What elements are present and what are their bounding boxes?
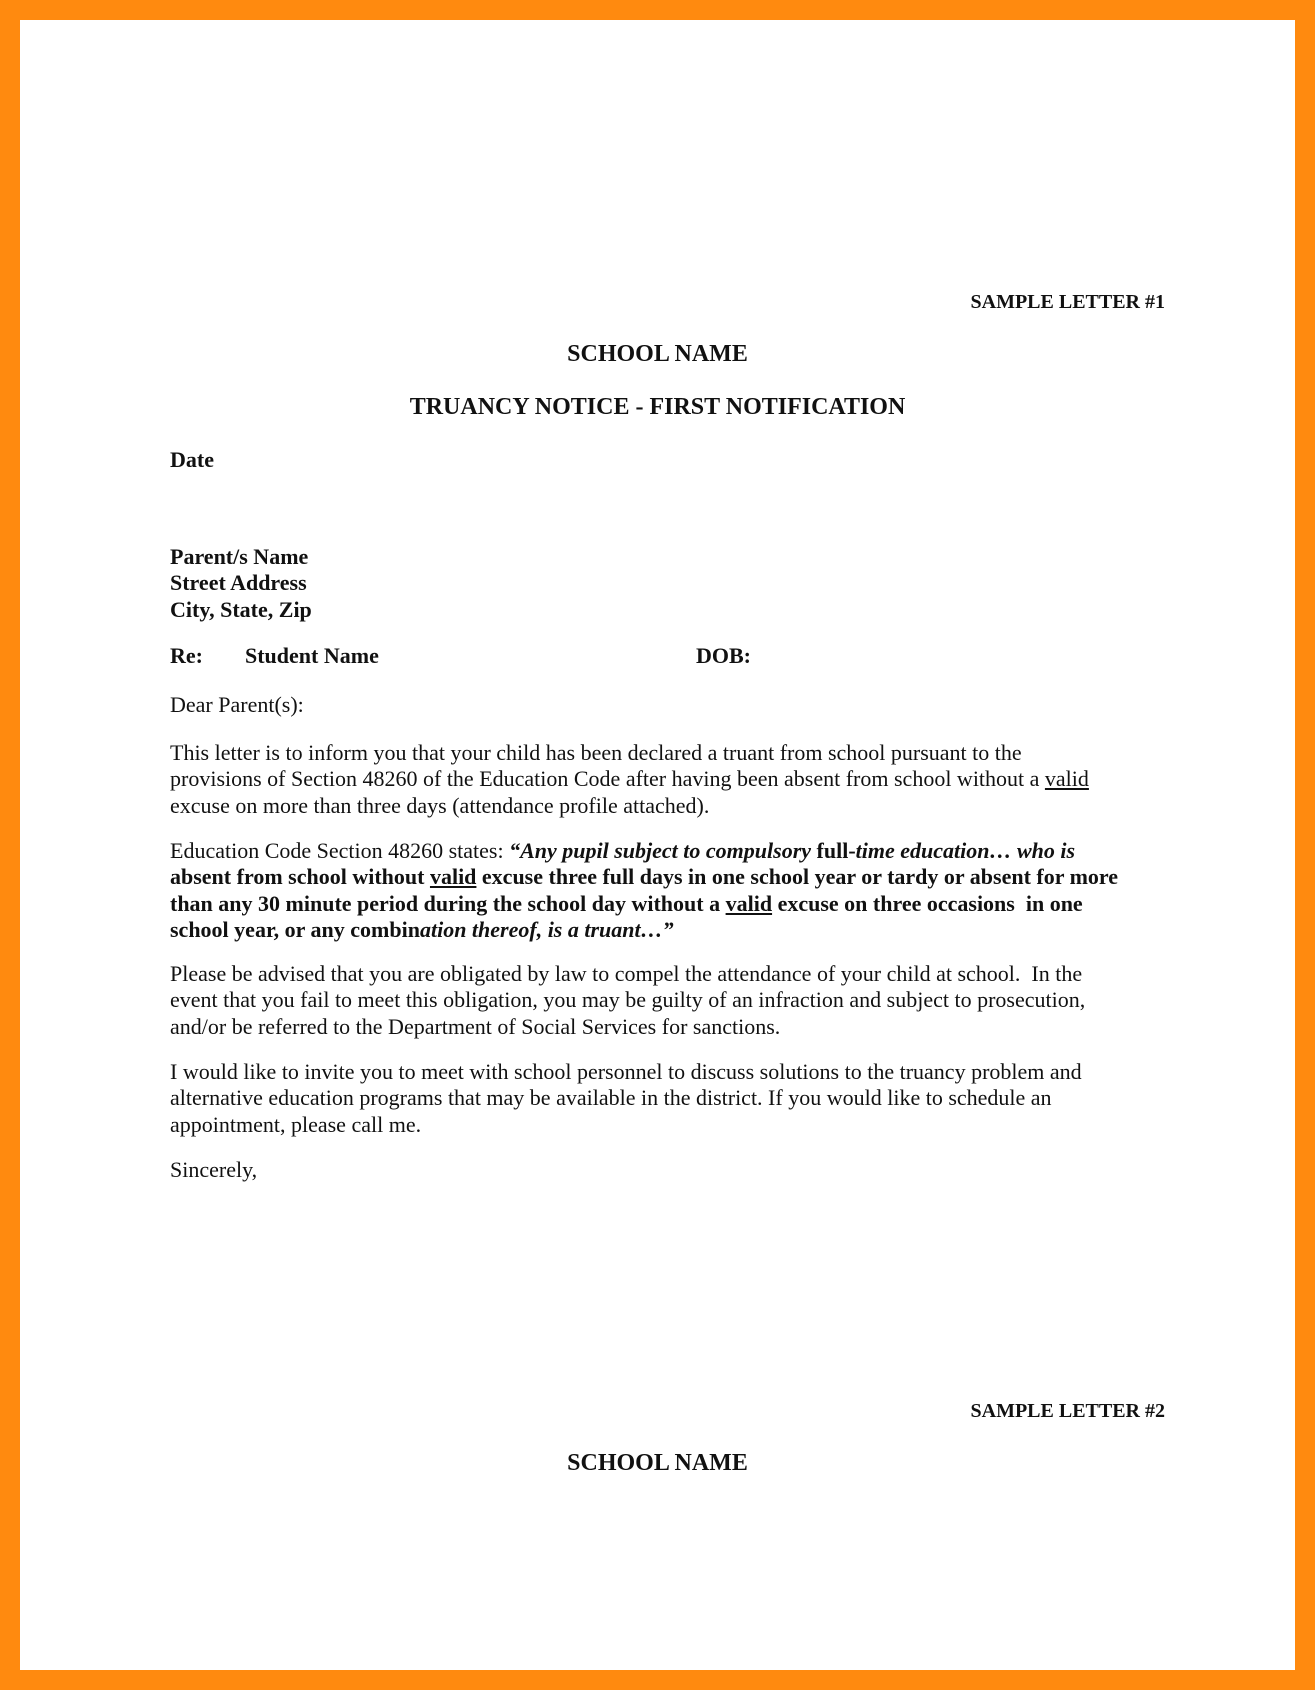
quote-start: “Any pupil subject to compulsory [509,838,817,863]
valid-word: valid [725,890,773,916]
para2-line3 [170,891,1118,917]
quote-time: time education… who is [855,838,1076,863]
para1-line3: excuse on more than three days (attendance profile attached). [170,792,710,818]
student-name: Student Name [245,643,379,668]
school-name-heading: SCHOOL NAME [567,341,748,367]
para1-line1: This letter is to inform you that your child has been declared a truant from school pursuant to the [170,740,1022,765]
letter-page [20,20,1295,1670]
dob-label: DOB: [696,643,751,668]
date-label: Date [170,447,214,472]
paragraph-obligation [170,961,1085,1040]
para2-line2 [170,864,1118,890]
sample-letter-2-label: SAMPLE LETTER #2 [970,1400,1165,1422]
para4-line1: I would like to invite you to meet with school personnel to discuss solutions to the truancy problem and [170,1059,1082,1084]
quote-full: full- [816,838,856,863]
salutation: Dear Parent(s): [170,692,304,717]
parent-name: Parent/s Name [170,544,309,569]
para2-line4 [170,917,1118,943]
paragraph-invitation [170,1059,1082,1138]
para4-line3: appointment, please call me. [170,1111,422,1137]
valid-word: valid [429,864,477,890]
sample-letter-1-label: SAMPLE LETTER #1 [970,291,1165,313]
recipient-address [170,544,312,623]
para2-line4-bold: school year, or any combin [170,916,420,942]
para2-line3-pre: than any 30 minute period during the school day without a [170,890,726,916]
street-address: Street Address [170,570,307,596]
para3-line3: and/or be referred to the Department of Social Services for sanctions. [170,1013,781,1039]
paragraph-education-code [170,838,1118,943]
para2-line2-post: excuse three full days in one school year or tardy or absent for more [476,864,1119,890]
para2-line2-pre: absent from school without [170,864,430,890]
valid-word: valid [1044,766,1089,792]
closing: Sincerely, [170,1157,258,1182]
notice-title: TRUANCY NOTICE - FIRST NOTIFICATION [409,394,906,420]
paragraph-declaration [170,740,1089,819]
para3-line2: event that you fail to meet this obligation, you may be guilty of an infraction and subject to prosecution, [170,987,1086,1013]
para4-line2: alternative education programs that may be available in the district. If you would like to schedule an [170,1085,1052,1111]
school-name-heading-2: SCHOOL NAME [567,1450,748,1476]
city-state-zip: City, State, Zip [170,596,312,622]
para2-intro: Education Code Section 48260 states: [170,838,510,863]
para3-line1: Please be advised that you are obligated by law to compel the attendance of your child at school. In the [170,961,1083,986]
para1-line2-text: provisions of Section 48260 of the Education Code after having been absent from school without a [170,766,1045,792]
para2-line4-italic: ation thereof, is a truant…” [419,916,674,942]
para2-line3-post: excuse on three occasions in one [772,890,1083,916]
para1-line2 [170,766,1089,792]
re-label: Re: [170,643,203,668]
para2-line1 [170,838,1118,864]
